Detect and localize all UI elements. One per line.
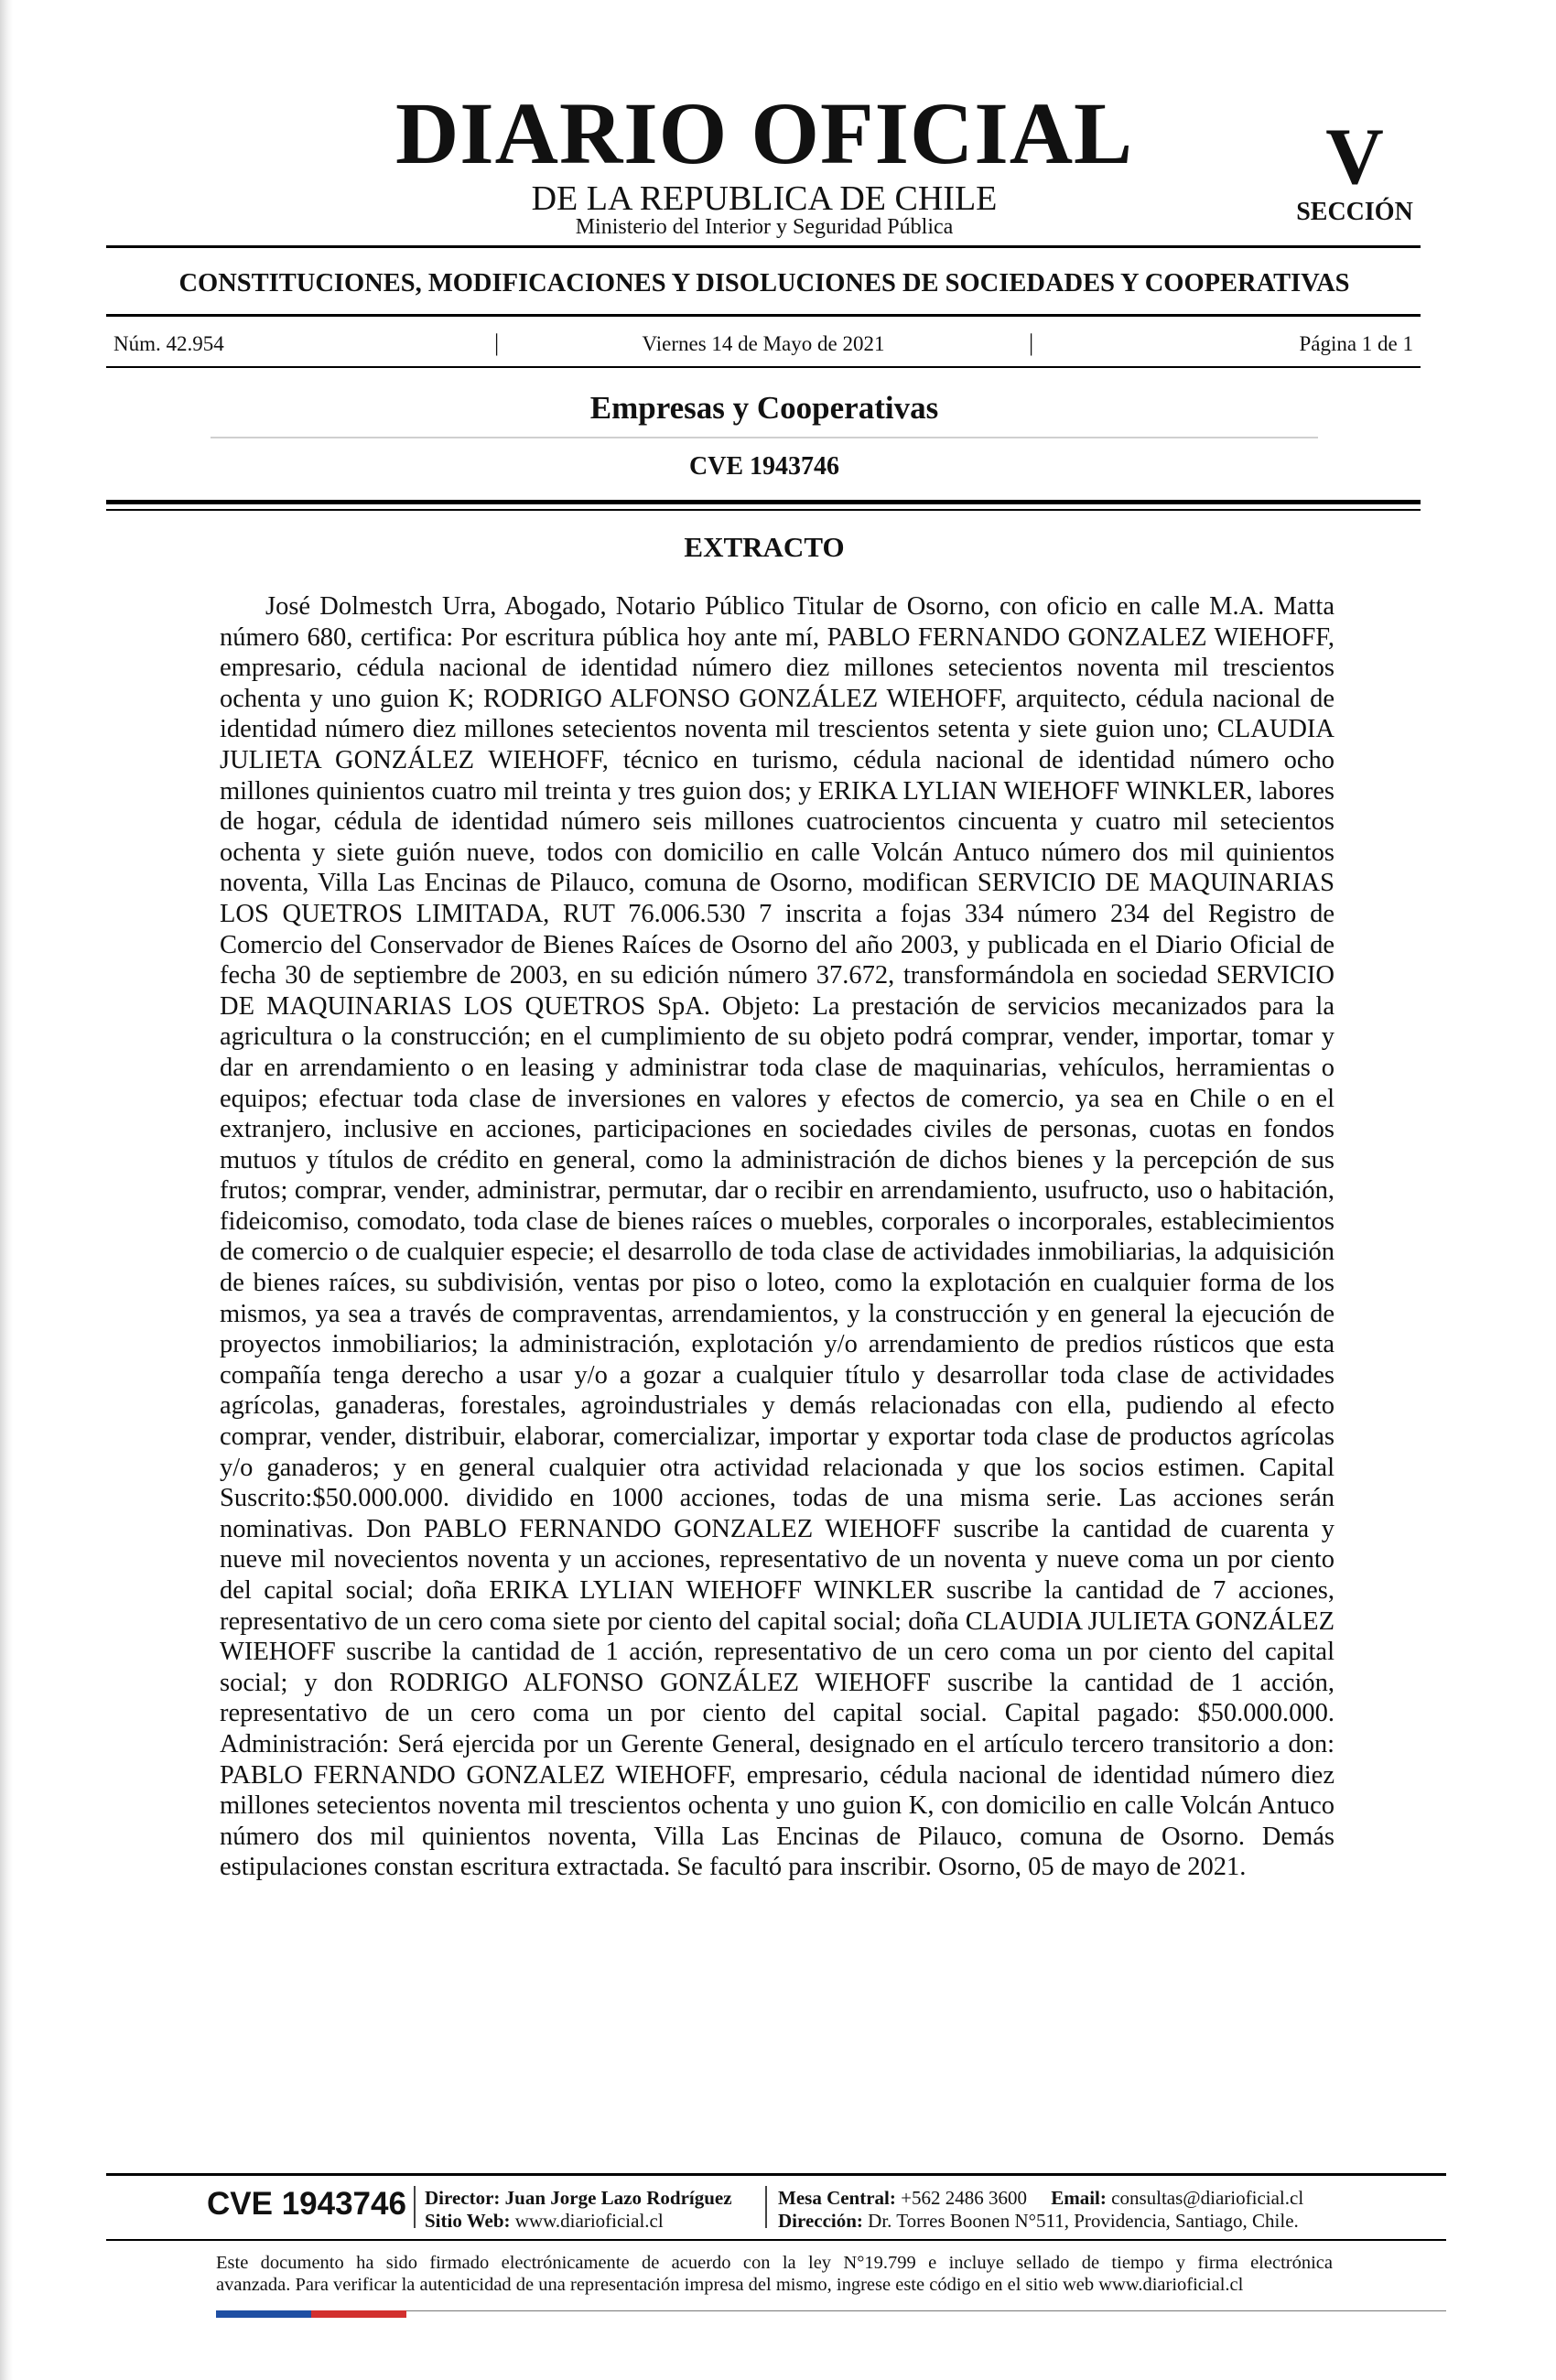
- issue-info-row: [113, 330, 1413, 357]
- issue-rule: [106, 366, 1421, 368]
- extract-body: José Dolmestch Urra, Abogado, Notario Público Titular de Osorno, con oficio en calle M.A. Matta número 680, certifica: Por escritura pública hoy ante mí, PABLO FERNANDO GONZALEZ WIEHOFF, empresario, cédula nacional de identidad número diez millones setecientos noventa mil trescientos ochenta y uno guion K; RODRIGO ALFONSO GONZÁLEZ WIEHOFF, arquitecto, cédula nacional de identidad número diez millones setecientos noventa mil trescientos setenta y siete guion uno; CLAUDIA JULIETA GONZÁLEZ WIEHOFF, técnico en turismo, cédula nacional de identidad número ocho millones quinientos cuatro mil treinta y tres guion dos; y ERIKA LYLIAN WIEHOFF WINKLER, labores de hogar, cédula de identidad número seis millones cuatrocientos cincuenta y cuatro mil setecientos ochenta y siete guión nueve, todos con domicilio en calle Volcán Antuco número dos mil quinientos noventa, Villa Las Encinas de Pilauco, comuna de Osorno, modifican SERVICIO DE MAQUINARIAS LOS QUETROS LIMITADA, RUT 76.006.530 7 inscrita a fojas 334 número 234 del Registro de Comercio del Conservador de Bienes Raíces de Osorno del año 2003, y publicada en el Diario Oficial de fecha 30 de septiembre de 2003, en su edición número 37.672, transformándola en sociedad SERVICIO DE MAQUINARIAS LOS QUETROS SpA. Objeto: La prestación de servicios mecanizados para la agricultura o la construcción; en el cumplimiento de su objeto podrá comprar, vender, importar, tomar y dar en arrendamiento o en leasing y administrar toda clase de maquinarias, vehículos, herramientas o equipos; efectuar toda clase de inversiones en valores y efectos de comercio, ya sea en Chile o en el extranjero, inclusive en acciones, participaciones en sociedades civiles de personas, cuotas en fondos mutuos y títulos de crédito en general, como la administración de dichos bienes y la percepción de sus frutos; comprar, vender, administrar, permutar, dar o recibir en arrendamiento, usufructo, uso o habitación, fideicomiso, comodato, toda clase de bienes raíces o muebles, corporales o incorporales, establecimientos de comercio o de cualquier especie; el desarrollo de toda clase de actividades inmobiliarias, la adquisición de bienes raíces, su subdivisión, ventas por piso o loteo, como la explotación en cualquier forma de los mismos, ya sea a través de compraventas, arrendamientos, y la construcción y en general la ejecución de proyectos inmobiliarios; la administración, explotación y/o arrendamiento de predios rústicos que esta compañía tenga derecho a usar y/o a gozar a cualquier título y desarrollar toda clase de actividades agrícolas, ganaderas, forestales, agroindustriales y demás relacionadas con ella, pudiendo al efecto comprar, vender, distribuir, elaborar, comercializar, importar y exportar toda clase de productos agrícolas y/o ganaderos; y en general cualquier otra actividad relacionada y que los socios estimen. Capital Suscrito:$50.000.000. dividido en 1000 acciones, todas de una misma serie. Las acciones serán nominativas. Don PABLO FERNANDO GONZALEZ WIEHOFF suscribe la cantidad de cuarenta y nueve mil novecientos noventa y un acciones, representativo de un noventa y nueve coma un por ciento del capital social; doña ERIKA LYLIAN WIEHOFF WINKLER suscribe la cantidad de 7 acciones, representativo de un cero coma siete por ciento del capital social; doña CLAUDIA JULIETA GONZÁLEZ WIEHOFF suscribe la cantidad de 1 acción, representativo de un cero coma un por ciento del capital social; y don RODRIGO ALFONSO GONZÁLEZ WIEHOFF suscribe la cantidad de 1 acción, representativo de un cero coma un por ciento del capital social. Capital pagado: $50.000.000. Administración: Será ejercida por un Gerente General, designado en el artículo tercero transitorio a don: PABLO FERNANDO GONZALEZ WIEHOFF, empresario, cédula nacional de identidad número diez millones setecientos noventa mil trescientos ochenta y uno guion K, con domicilio en calle Volcán Antuco número dos mil quinientos noventa, Villa Las Encinas de Pilauco, comuna de Osorno. Demás estipulaciones constan escritura extractada. Se facultó para inscribir. Osorno, 05 de mayo de 2021.: [220, 592, 1334, 1882]
- footer-top-rule: [106, 2173, 1446, 2176]
- phone-label: Mesa Central:: [778, 2187, 896, 2209]
- phone-number: +562 2486 3600: [901, 2187, 1027, 2209]
- page-indicator: Página 1 de 1: [1299, 332, 1413, 355]
- address-value: Dr. Torres Boonen N°511, Providencia, Santiago, Chile.: [868, 2210, 1299, 2232]
- masthead-rule: [106, 245, 1421, 248]
- issue-number: Núm. 42.954: [113, 332, 224, 355]
- page-edge-shadow: [0, 0, 13, 2380]
- category-heading: CONSTITUCIONES, MODIFICACIONES Y DISOLUCIONES DE SOCIEDADES Y COOPERATIVAS: [178, 269, 1350, 298]
- address-label: Dirección:: [778, 2210, 863, 2232]
- section-numeral: V: [1325, 113, 1384, 201]
- footer-divider-2: [765, 2186, 767, 2228]
- issue-date: Viernes 14 de Mayo de 2021: [642, 332, 885, 355]
- email-label: Email:: [1051, 2187, 1107, 2209]
- flag-stripe-blue: [216, 2310, 311, 2318]
- website-label: Sitio Web:: [425, 2210, 511, 2232]
- flag-stripe-red: [311, 2310, 406, 2318]
- section-word: SECCIÓN: [1296, 198, 1413, 226]
- double-rule-bottom: [106, 509, 1421, 511]
- masthead-title: DIARIO OFICIAL: [394, 84, 1134, 182]
- double-rule-top: [106, 500, 1421, 504]
- publisher-heading: Empresas y Cooperativas: [589, 390, 939, 426]
- publisher-divider: [211, 437, 1318, 438]
- masthead-subtitle: DE LA REPUBLICA DE CHILE: [531, 179, 998, 218]
- legal-line-2: avanzada. Para verificar la autenticidad de una representación impresa del mismo, ingrese este código en el sitio web www.diarioficial.cl: [216, 2275, 1244, 2295]
- document-heading: EXTRACTO: [684, 531, 845, 563]
- footer-contact-block: [778, 2187, 1303, 2233]
- masthead-ministry: Ministerio del Interior y Seguridad Pública: [575, 215, 954, 239]
- issue-separator-left: |: [494, 330, 500, 356]
- website-link[interactable]: www.diarioficial.cl: [514, 2210, 664, 2232]
- director-name: Juan Jorge Lazo Rodríguez: [504, 2187, 732, 2209]
- issue-separator-right: |: [1029, 330, 1034, 356]
- legal-notice: [216, 2252, 1333, 2296]
- director-label: Director:: [425, 2187, 501, 2209]
- footer-divider-1: [414, 2186, 416, 2228]
- cve-code: CVE 1943746: [688, 452, 840, 481]
- footer-director-block: [425, 2187, 732, 2233]
- footer-mid-rule: [106, 2239, 1446, 2241]
- category-rule: [106, 314, 1421, 317]
- footer-cve-code: CVE 1943746: [207, 2186, 406, 2222]
- email-link[interactable]: consultas@diarioficial.cl: [1111, 2187, 1304, 2209]
- legal-line-1: Este documento ha sido firmado electrónicamente de acuerdo con la ley N°19.799 e incluye sellado de tiempo y firma electrónica: [216, 2253, 1333, 2273]
